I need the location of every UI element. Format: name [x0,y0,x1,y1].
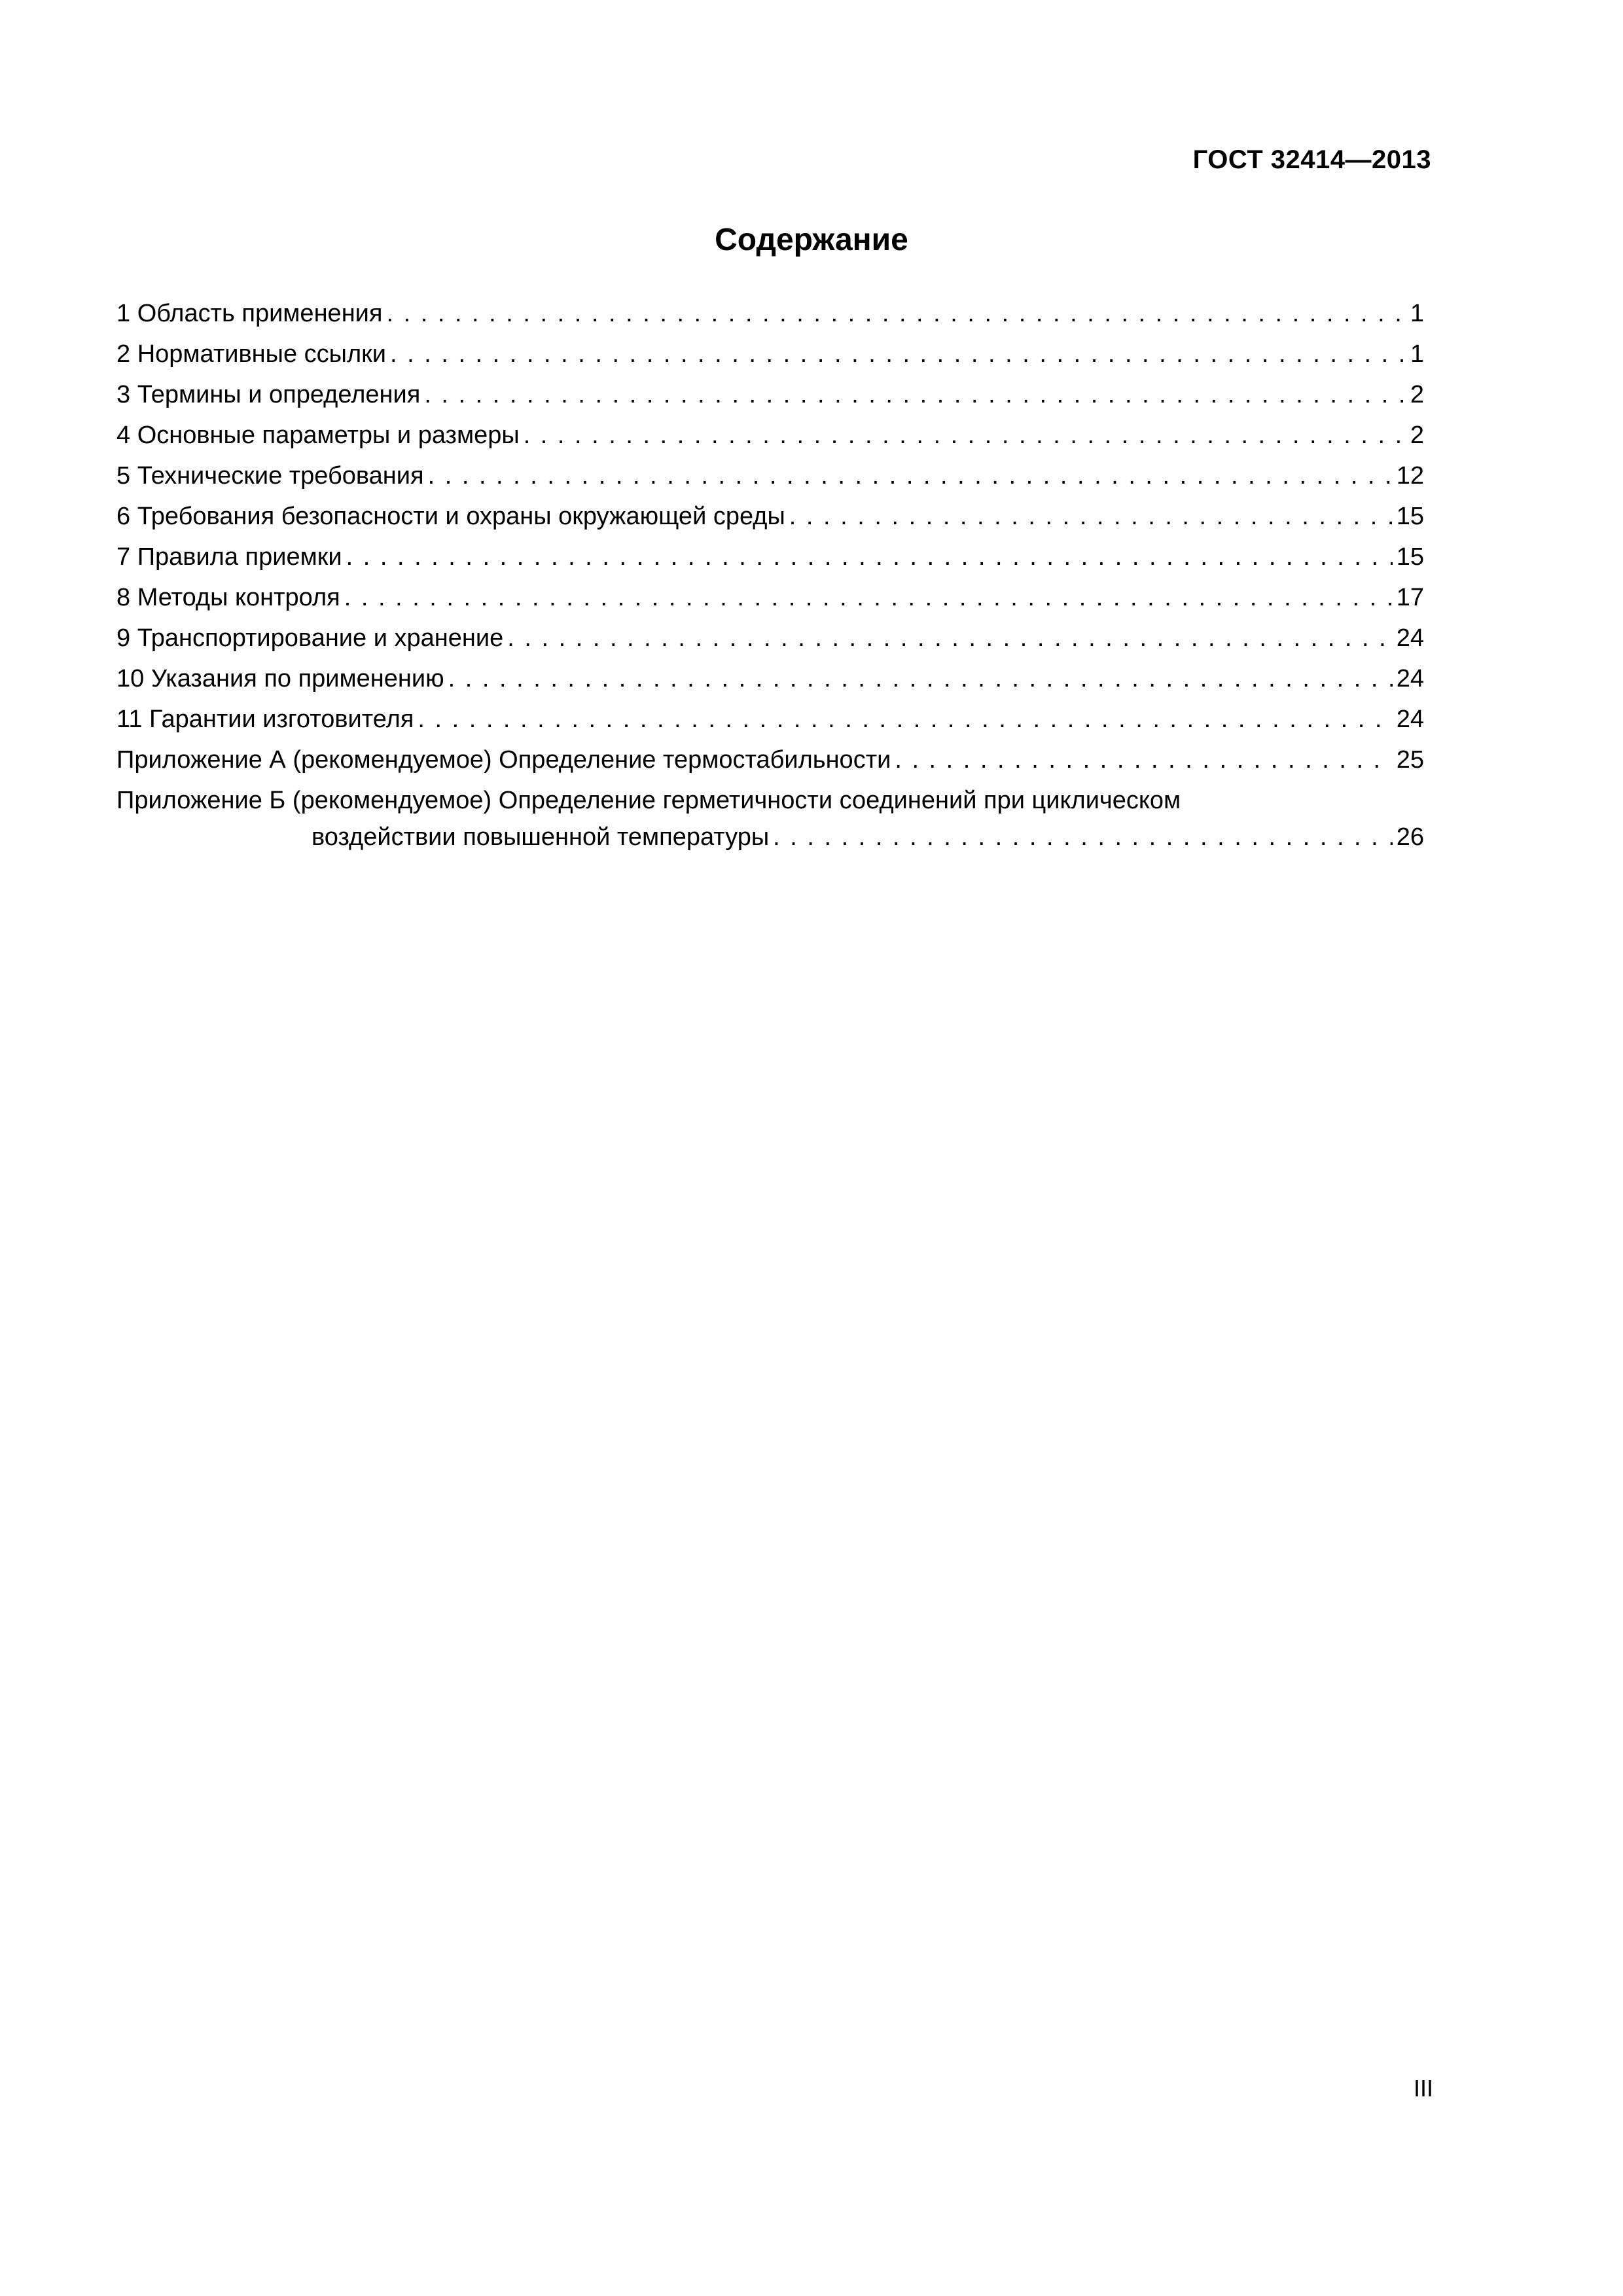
toc-entry-page: 26 [1396,823,1424,851]
table-of-contents [116,293,1424,853]
toc-dot-leader [448,658,1393,699]
toc-entry-label-continued: воздействии повышенной температуры [312,823,770,851]
toc-entry[interactable] [116,456,1424,496]
toc-title: Содержание [715,223,908,257]
toc-entry-label: 1 Область применения [116,300,383,327]
toc-entry-page: 12 [1396,462,1424,490]
document-id: ГОСТ 32414—2013 [1192,145,1431,174]
toc-entry-page: 25 [1396,746,1424,774]
toc-dot-leader [390,334,1406,374]
toc-entry-page: 2 [1410,381,1424,408]
toc-entry-label: 5 Технические требования [116,462,424,490]
toc-dot-leader [424,374,1406,415]
toc-entry-label: Приложение А (рекомендуемое) Определение термостабильности [116,746,891,774]
toc-entry-label: 4 Основные параметры и размеры [116,422,520,449]
toc-entry[interactable] [116,293,1424,334]
toc-dot-leader [773,821,1393,853]
toc-entry-page: 15 [1396,503,1424,530]
toc-entry-label: 10 Указания по применению [116,665,444,692]
toc-dot-leader [428,456,1393,496]
toc-dot-leader [507,618,1392,658]
toc-entry-label: Приложение Б (рекомендуемое) Определение герметичности соединений при циклическом [116,787,1181,814]
toc-entry[interactable] [116,740,1424,780]
toc-dot-leader [789,496,1393,537]
toc-entry[interactable] [116,415,1424,456]
toc-entry-label: 3 Термины и определения [116,381,421,408]
toc-entry-page: 24 [1396,624,1424,652]
toc-entry-label: 2 Нормативные ссылки [116,340,386,368]
toc-entry[interactable] [116,537,1424,577]
toc-entry-label: 9 Транспортирование и хранение [116,624,504,652]
toc-entry-label: 8 Методы контроля [116,584,340,611]
toc-entry-label: 6 Требования безопасности и охраны окружающей среды [116,503,785,530]
toc-dot-leader [386,293,1406,334]
toc-dot-leader [524,415,1406,456]
page-number: III [1413,2075,1433,2102]
toc-dot-leader [418,699,1392,740]
toc-entry[interactable] [116,374,1424,415]
toc-entry-page: 2 [1410,422,1424,449]
toc-entry-page: 1 [1410,300,1424,327]
toc-entry-page: 24 [1396,706,1424,733]
toc-entry-page: 15 [1396,543,1424,571]
toc-entry[interactable] [116,699,1424,740]
toc-entry-page: 1 [1410,340,1424,368]
toc-entry[interactable] [116,334,1424,374]
toc-entry-label: 7 Правила приемки [116,543,342,571]
toc-entry-label: 11 Гарантии изготовителя [116,706,414,733]
toc-entry[interactable] [116,618,1424,658]
toc-entry-multiline[interactable] [116,780,1424,853]
toc-dot-leader [346,537,1393,577]
toc-dot-leader [344,577,1393,618]
toc-entry-continuation [116,821,1424,853]
toc-entry[interactable] [116,658,1424,699]
toc-dot-leader [895,740,1392,780]
toc-entry-page: 24 [1396,665,1424,692]
toc-entry[interactable] [116,496,1424,537]
toc-entry[interactable] [116,577,1424,618]
toc-entry-page: 17 [1396,584,1424,611]
